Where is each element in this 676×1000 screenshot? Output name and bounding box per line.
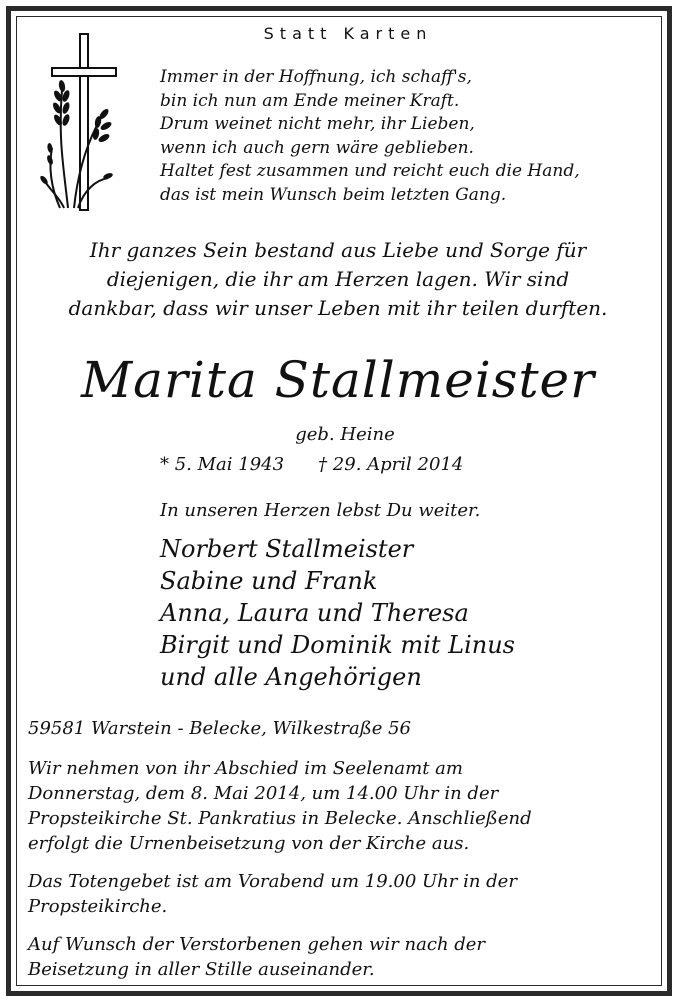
death-date: † 29. April 2014 bbox=[318, 454, 464, 475]
mourner: Anna, Laura und Theresa bbox=[160, 599, 469, 627]
tribute-text bbox=[0, 236, 676, 323]
poem-line: wenn ich auch gern wäre geblieben. bbox=[160, 137, 474, 158]
funeral-notice bbox=[28, 756, 532, 856]
notice-line: Wir nehmen von ihr Abschied im Seelenamt am bbox=[28, 758, 463, 779]
poem-line: Drum weinet nicht mehr, ihr Lieben, bbox=[160, 114, 475, 134]
poem bbox=[160, 66, 580, 207]
mourner: und alle Angehörigen bbox=[160, 663, 422, 691]
poem-line: bin ich nun am Ende meiner Kraft. bbox=[160, 90, 460, 111]
tribute-line: Ihr ganzes Sein bestand aus Liebe und Sorge für bbox=[89, 238, 587, 262]
mourner: Norbert Stallmeister bbox=[160, 535, 414, 563]
maiden-name: geb. Heine bbox=[295, 424, 395, 445]
notice-line: Beisetzung in aller Stille auseinander. bbox=[28, 959, 375, 980]
poem-line: das ist mein Wunsch beim letzten Gang. bbox=[160, 184, 507, 205]
birth-date: * 5. Mai 1943 bbox=[160, 454, 285, 475]
notice-line: Das Totengebet ist am Vorabend um 19.00 Uhr in der bbox=[28, 871, 517, 892]
mourner: Birgit und Dominik mit Linus bbox=[160, 631, 515, 659]
notice-line: Donnerstag, dem 8. Mai 2014, um 14.00 Uhr in der bbox=[28, 783, 499, 804]
notice-line: Propsteikirche. bbox=[28, 896, 168, 917]
notice-line: Propsteikirche St. Pankratius in Belecke. Anschließend bbox=[28, 808, 532, 829]
tribute-line: diejenigen, die ihr am Herzen lagen. Wir sind bbox=[106, 267, 570, 291]
motto: In unseren Herzen lebst Du weiter. bbox=[160, 500, 481, 521]
poem-line: Haltet fest zusammen und reicht euch die Hand, bbox=[160, 161, 580, 181]
deceased-name: Marita Stallmeister bbox=[80, 351, 596, 409]
closing-notice bbox=[28, 932, 485, 982]
life-dates bbox=[160, 454, 463, 475]
notice-line: Auf Wunsch der Verstorbenen gehen wir nach der bbox=[28, 934, 486, 955]
prayer-notice bbox=[28, 869, 517, 919]
cross-with-wheat-icon bbox=[38, 30, 118, 220]
notice-line: erfolgt die Urnenbeisetzung von der Kirche aus. bbox=[28, 833, 470, 854]
mourner: Sabine und Frank bbox=[160, 567, 378, 595]
poem-line: Immer in der Hoffnung, ich schaff's, bbox=[160, 67, 472, 87]
header-statt-karten: Statt Karten bbox=[263, 24, 433, 43]
mourners-list bbox=[160, 533, 515, 693]
address: 59581 Warstein - Belecke, Wilkestraße 56 bbox=[28, 718, 411, 739]
tribute-line: dankbar, dass wir unser Leben mit ihr teilen durften. bbox=[68, 296, 608, 320]
